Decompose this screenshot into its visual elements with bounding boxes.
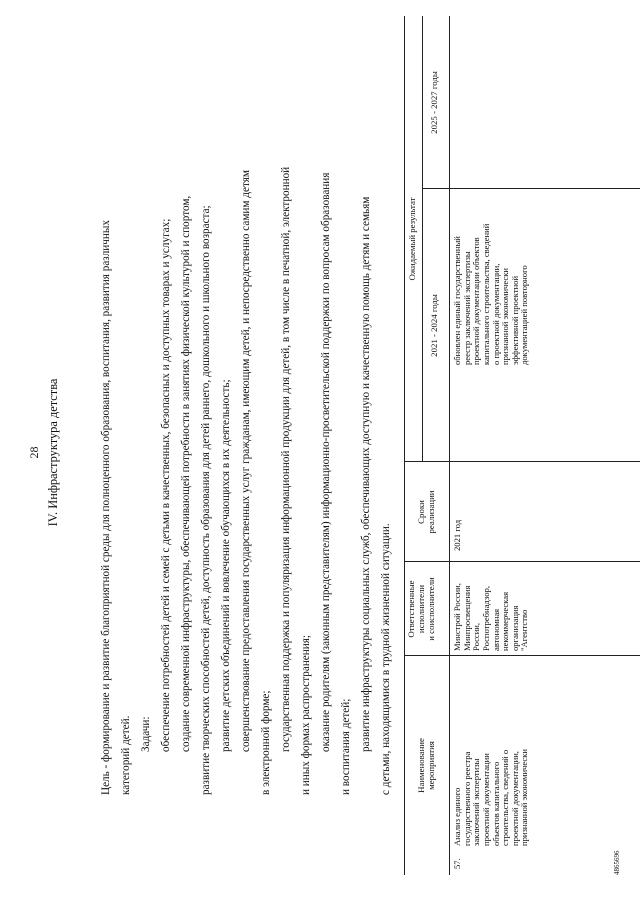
- task-item: совершенствование предоставления государственных услуг гражданам, имеющим детей, и непосредственно самим детям: [240, 170, 252, 752]
- header-name: Наименование мероприятия: [416, 738, 436, 793]
- row-name: Анализ единого государственного реестра заключений экспертизы проектной документации объектов капитального строительства, сведений о проектной документации, признанной экономически: [452, 749, 530, 846]
- tasks-heading: Задачи:: [140, 716, 152, 752]
- goal-line: Цель - формирование и развитие благоприятной среды для полноценного образования, воспитания, развития различных: [100, 220, 112, 795]
- task-item-cont: и воспитания детей;: [340, 698, 352, 795]
- task-item: развитие инфраструктуры социальных служб, обеспечивающих доступную и качественную помощь детям и семьям: [360, 196, 372, 752]
- header-period-2021-2024: 2021 - 2024 годы: [429, 294, 439, 357]
- header-expected-result: Ожидаемый результат: [407, 197, 417, 281]
- row-result-2021-2024: обновлен единый государственный реестр заключений экспертизы проектной документации объектов капитального строительства, сведений о проектной документации, признанной экономически эффективной проектной документацией повторного: [452, 223, 530, 365]
- task-item-cont: в электронной форме;: [260, 690, 272, 795]
- row-term: 2021 год: [452, 519, 462, 551]
- task-item: развитие детских объединений и вовлечение обучающихся в их деятельность;: [220, 379, 232, 752]
- task-item-cont: с детьми, находящимися в трудной жизненной ситуации.: [380, 523, 392, 795]
- row-number: 57.: [452, 858, 462, 869]
- header-period-2025-2027: 2025 - 2027 годы: [429, 71, 439, 134]
- row-executors: Минстрой России, Минпросвещения России, Роспотребнадзор, автономная некоммерческая организация "Агентство: [452, 583, 530, 651]
- task-item: обеспечение потребностей детей и семей с детьми в качественных, безопасных и доступных товарах и услугах;: [160, 218, 172, 752]
- header-executors: Ответственные исполнители и соисполнители: [406, 577, 436, 641]
- task-item: оказание родителям (законным представителям) информационно-просветительской поддержки по вопросам образования: [320, 172, 332, 752]
- section-title: IV. Инфраструктура детства: [46, 378, 60, 527]
- header-terms: Сроки реализации: [416, 490, 436, 534]
- task-item: государственная поддержка и популяризация информационной продукции для детей, в том числе в печатной, электронной: [280, 166, 292, 752]
- page-number: 28: [27, 446, 41, 459]
- task-item-cont: развитие творческих способностей детей, доступность образования для детей раннего, дошкольного и школьного возраста;: [200, 205, 212, 795]
- document-code: 4865696: [613, 850, 621, 875]
- goal-line-cont: категорий детей.: [120, 715, 132, 795]
- task-item: создание современной инфраструктуры, обеспечивающей потребности в занятиях физической культурой и спортом,: [180, 195, 192, 752]
- task-item-cont: и иных формах распространения;: [300, 634, 312, 795]
